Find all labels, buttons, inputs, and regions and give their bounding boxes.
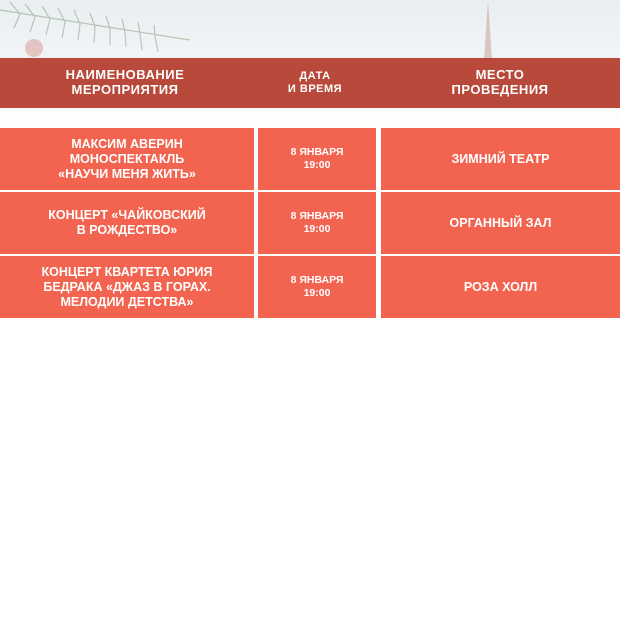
table-row — [0, 128, 620, 190]
header-event-name: НАИМЕНОВАНИЕ МЕРОПРИЯТИЯ — [65, 67, 185, 97]
header-date-time: ДАТА И ВРЕМЯ — [287, 70, 343, 95]
tower-illustration-icon — [476, 0, 500, 60]
header-venue: МЕСТО ПРОВЕДЕНИЯ — [451, 67, 549, 97]
event-name-cell: МАКСИМ АВЕРИН МОНОСПЕКТАКЛЬ «НАУЧИ МЕНЯ ЖИТЬ» — [0, 128, 254, 190]
event-venue-cell: РОЗА ХОЛЛ — [381, 256, 620, 318]
table-row — [0, 192, 620, 254]
table-header — [0, 58, 620, 108]
event-date-cell: 8 ЯНВАРЯ 19:00 — [258, 256, 376, 318]
event-name-cell: КОНЦЕРТ «ЧАЙКОВСКИЙ В РОЖДЕСТВО» — [0, 192, 254, 254]
table-row — [0, 256, 620, 318]
event-date-cell: 8 ЯНВАРЯ 19:00 — [258, 128, 376, 190]
event-date-cell: 8 ЯНВАРЯ 19:00 — [258, 192, 376, 254]
event-name-cell: КОНЦЕРТ КВАРТЕТА ЮРИЯ БЕДРАКА «ДЖАЗ В ГОРАХ. МЕЛОДИИ ДЕТСТВА» — [0, 256, 254, 318]
events-table — [0, 128, 620, 320]
fir-branch-icon — [0, 0, 200, 60]
event-venue-cell: ОРГАННЫЙ ЗАЛ — [381, 192, 620, 254]
event-venue-cell: ЗИМНИЙ ТЕАТР — [381, 128, 620, 190]
